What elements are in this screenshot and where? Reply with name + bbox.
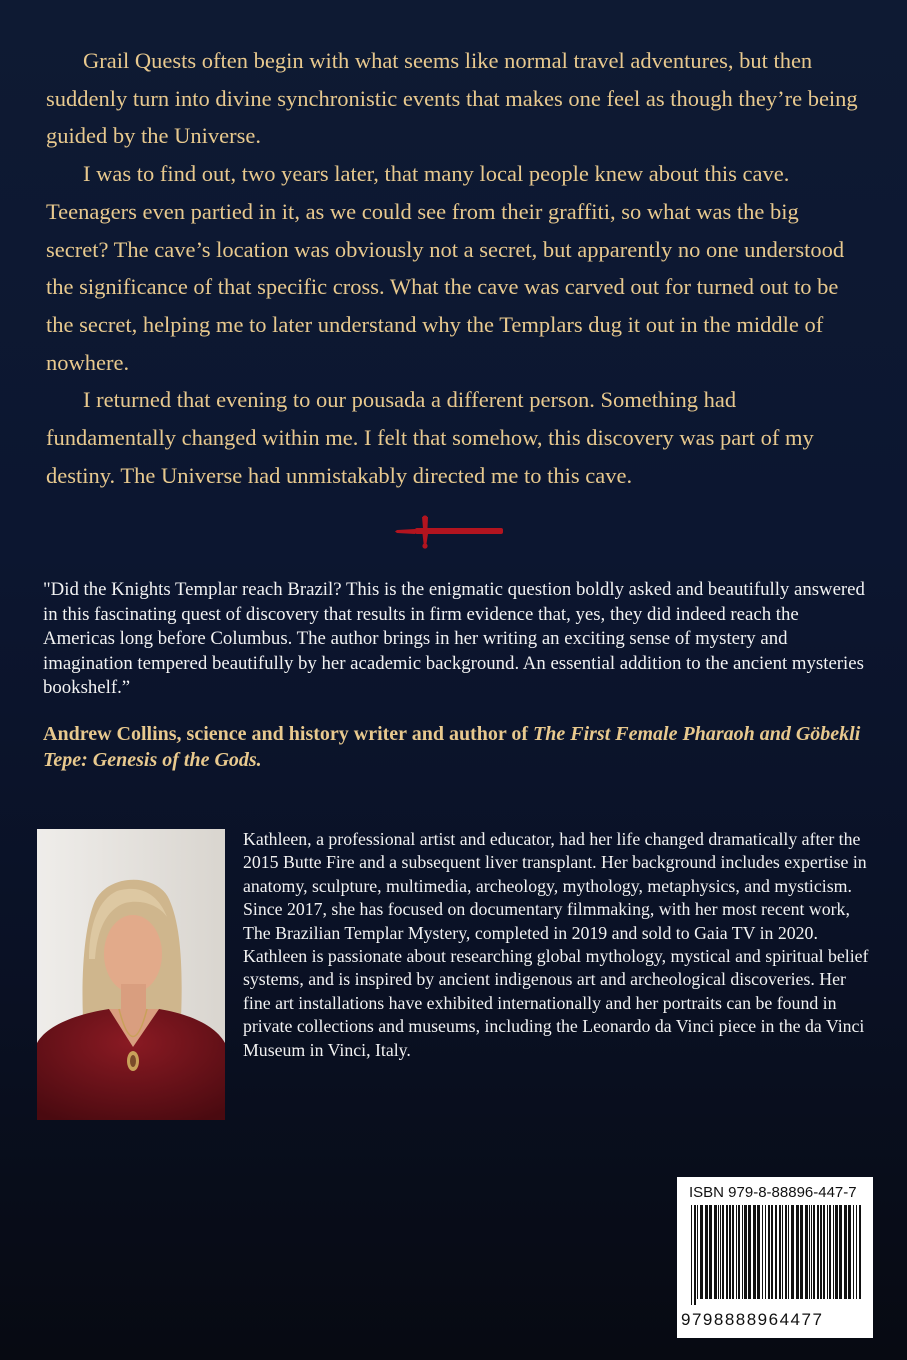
- barcode-bar: [726, 1205, 728, 1299]
- barcode-bar: [782, 1205, 783, 1299]
- barcode-bar: [732, 1205, 734, 1299]
- barcode-bar: [817, 1205, 819, 1299]
- barcode-bar: [823, 1205, 825, 1299]
- barcode-number: 9798888964477: [681, 1310, 824, 1329]
- excerpt-paragraph: Grail Quests often begin with what seems like normal travel adventures, but then suddenly turn into divine synchronistic events that makes one feel as though they’re being guided by the Universe.: [46, 48, 858, 149]
- barcode-bar: [839, 1205, 842, 1299]
- barcode-bar: [705, 1205, 708, 1299]
- barcode-bar: [791, 1205, 794, 1299]
- barcode-bar: [856, 1205, 857, 1299]
- barcode-bar: [736, 1205, 737, 1299]
- barcode-bar: [700, 1205, 703, 1299]
- barcode-bar: [694, 1205, 696, 1305]
- barcode-bar: [859, 1205, 861, 1299]
- barcode-bar: [805, 1205, 808, 1299]
- barcode-bar: [833, 1205, 834, 1299]
- barcode-bar: [691, 1205, 692, 1305]
- book-excerpt: [46, 42, 866, 494]
- barcode-bar: [775, 1205, 777, 1299]
- barcode-bar: [813, 1205, 815, 1299]
- barcode-bar: [785, 1205, 787, 1299]
- barcode-bar: [738, 1205, 740, 1299]
- barcode-bar: [744, 1205, 747, 1299]
- barcode-bar: [796, 1205, 799, 1299]
- excerpt-paragraph: I returned that evening to our pousada a different person. Something had fundamentally changed within me. I felt that somehow, this discovery was part of my destiny. The Universe had unmistakably directed me to this cave.: [46, 387, 814, 488]
- barcode-bar: [820, 1205, 822, 1299]
- barcode-bar: [720, 1205, 721, 1299]
- barcode-bar: [827, 1205, 828, 1299]
- barcode-bar: [779, 1205, 781, 1299]
- barcode-bar: [748, 1205, 751, 1299]
- barcode-bar: [844, 1205, 847, 1299]
- barcode-bar: [811, 1205, 812, 1299]
- barcode-bars-icon: [691, 1205, 863, 1305]
- isbn-label: ISBN 979-8-88896-447-7: [689, 1184, 857, 1201]
- barcode-bar: [788, 1205, 789, 1299]
- excerpt-paragraph: I was to find out, two years later, that many local people knew about this cave. Teenagers even partied in it, as we could see from their graffiti, so what was the big secret? The cave’s location was obviously not a secret, but apparently no one understood the significance of that specific cross. What the cave was carved out for turned out to be the secret, helping me to later understand why the Templars dug it out in the middle of nowhere.: [46, 161, 845, 375]
- isbn-barcode: [677, 1177, 873, 1338]
- endorsement-attribution: [43, 721, 873, 773]
- barcode-bar: [722, 1205, 724, 1299]
- attribution-book-titles: The First Female Pharaoh and Göbekli Tepe: Genesis of the Gods.: [43, 723, 861, 771]
- author-portrait-icon: [37, 829, 225, 1120]
- barcode-bar: [697, 1205, 698, 1299]
- barcode-bar: [714, 1205, 717, 1299]
- templar-sword-icon: [393, 515, 506, 549]
- barcode-bar: [742, 1205, 743, 1299]
- barcode-bar: [757, 1205, 760, 1299]
- barcode-bar: [762, 1205, 763, 1299]
- endorsement-quote: "Did the Knights Templar reach Brazil? This is the enigmatic question boldly asked and beautifully answered in this fascinating quest of discovery that results in firm evidence that, yes, they did indeed reach the Americas long before Columbus. The author brings in her writing an exciting sense of mystery and imagination tempered beautifully by her academic background. An essential addition to the ancient mysteries bookshelf.”: [43, 579, 865, 699]
- barcode-bar: [800, 1205, 803, 1299]
- barcode-bar: [729, 1205, 731, 1299]
- attribution-name: Andrew Collins, science and history writer and author of: [43, 723, 534, 745]
- barcode-bar: [753, 1205, 756, 1299]
- barcode-bar: [829, 1205, 831, 1299]
- barcode-bar: [765, 1205, 766, 1299]
- barcode-bar: [835, 1205, 838, 1299]
- barcode-bar: [709, 1205, 712, 1299]
- barcode-bar: [809, 1205, 810, 1299]
- author-bio: Kathleen, a professional artist and educator, had her life changed dramatically after the 2015 Butte Fire and a subsequent liver transplant. Her background includes expertise in anatomy, sculpture, multimedia, archeology, mythology, metaphysics, and mysticism. Since 2017, she has focused on documentary filmmaking, with her most recent work, The Brazilian Templar Mystery, completed in 2019 and sold to Gaia TV in 2020. Kathleen is passionate about researching global mythology, mystical and spiritual belief systems, and is inspired by ancient indigenous art and archeological discoveries. Her fine art installations have exhibited internationally and her portraits can be found in private collections and museums, including the Leonardo da Vinci piece in the da Vinci Museum in Vinci, Italy.: [243, 829, 869, 1060]
- barcode-bar: [718, 1205, 719, 1299]
- barcode-bar: [853, 1205, 854, 1299]
- barcode-bar: [848, 1205, 851, 1299]
- barcode-bar: [768, 1205, 770, 1299]
- barcode-bar: [771, 1205, 773, 1299]
